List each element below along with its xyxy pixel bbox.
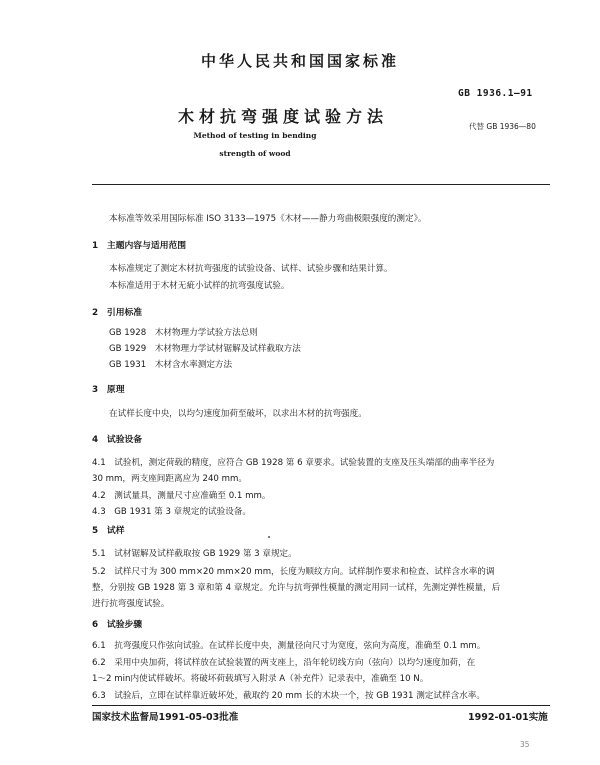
implementation-date: 1992-01-01实施 (468, 712, 548, 723)
clause-6-1: 6.1 抗弯强度只作弦向试验。在试样长度中央，测量径向尺寸为宽度，弦向为高度，准确至 0.1 mm。 (92, 641, 486, 651)
section-1-heading: 1 主题内容与适用范围 (92, 241, 187, 251)
section-4-heading: 4 试验设备 (92, 435, 143, 445)
section-1-paragraph-1: 本标准规定了测定木材抗弯强度的试验设备、试样、试验步骤和结果计算。 (109, 264, 393, 274)
clause-5-1: 5.1 试材锯解及试样截取按 GB 1929 第 3 章规定。 (92, 549, 297, 559)
clause-6-2-line-2: 1～2 min内使试样破坏。将破坏荷载填写入附录 A（补充件）记录表中，准确至 10 N。 (92, 674, 429, 684)
section-3-paragraph: 在试样长度中央，以均匀速度加荷至破坏，以求出木材的抗弯强度。 (109, 409, 367, 419)
page-number: 35 (520, 740, 530, 749)
section-6-heading: 6 试验步骤 (92, 620, 143, 630)
clause-6-3: 6.3 试验后，立即在试样靠近破坏处，截取约 20 mm 长的木块一个，按 GB 1931 测定试样含水率。 (92, 691, 485, 701)
approval-date: 国家技术监督局1991-05-03批准 (92, 712, 239, 723)
clause-4-1-line-2: 30 mm，两支座间距离应为 240 mm。 (92, 474, 247, 484)
standard-title-en-line1: Method of testing in bending (193, 131, 317, 140)
intro-paragraph: 本标准等效采用国际标准 ISO 3133—1975《木材——静力弯曲极限强度的测定》。 (109, 214, 427, 224)
national-standard-header: 中华人民共和国国家标准 (200, 52, 399, 70)
clause-4-3: 4.3 GB 1931 第 3 章规定的试验设备。 (92, 507, 252, 517)
clause-5-2-line-1: 5.2 试样尺寸为 300 mm×20 mm×20 mm，长度为顺纹方向。试样制作要求和检查、试样含水率的调 (92, 567, 495, 577)
clause-4-1-line-1: 4.1 试验机，测定荷载的精度，应符合 GB 1928 第 6 章要求。试验装置的支座及压头端部的曲率半径为 (92, 458, 495, 468)
standard-title-en-line2: strength of wood (219, 149, 291, 158)
reference-item: GB 1929 木材物理力学试材锯解及试样截取方法 (109, 344, 301, 354)
clause-5-2-line-3: 进行抗弯强度试验。 (92, 599, 170, 609)
footer-divider (92, 705, 550, 706)
standard-code: GB 1936.1—91 (458, 88, 533, 99)
section-2-heading: 2 引用标准 (92, 308, 143, 318)
header-divider (92, 184, 550, 185)
reference-item: GB 1931 木材含水率测定方法 (109, 360, 233, 370)
section-3-heading: 3 原理 (92, 385, 125, 395)
section-1-paragraph-2: 本标准适用于木材无疵小试样的抗弯强度试验。 (109, 281, 290, 291)
replaces-note: 代替 GB 1936—80 (469, 122, 536, 131)
scan-speck (268, 536, 270, 538)
clause-5-2-line-2: 整，分别按 GB 1928 第 3 章和第 4 章规定。允许与抗弯弹性模量的测定用同一试样，先测定弹性模量，后 (92, 583, 501, 593)
clause-4-2: 4.2 测试量具，测量尺寸应准确至 0.1 mm。 (92, 491, 271, 501)
reference-item: GB 1928 木材物理力学试验方法总则 (109, 328, 258, 338)
section-5-heading: 5 试样 (92, 526, 125, 536)
standard-title-cn: 木材抗弯强度试验方法 (178, 107, 389, 126)
clause-6-2-line-1: 6.2 采用中央加荷，将试样放在试验装置的两支座上，沿年轮切线方向（弦向）以均匀速度加荷，在 (92, 658, 476, 668)
